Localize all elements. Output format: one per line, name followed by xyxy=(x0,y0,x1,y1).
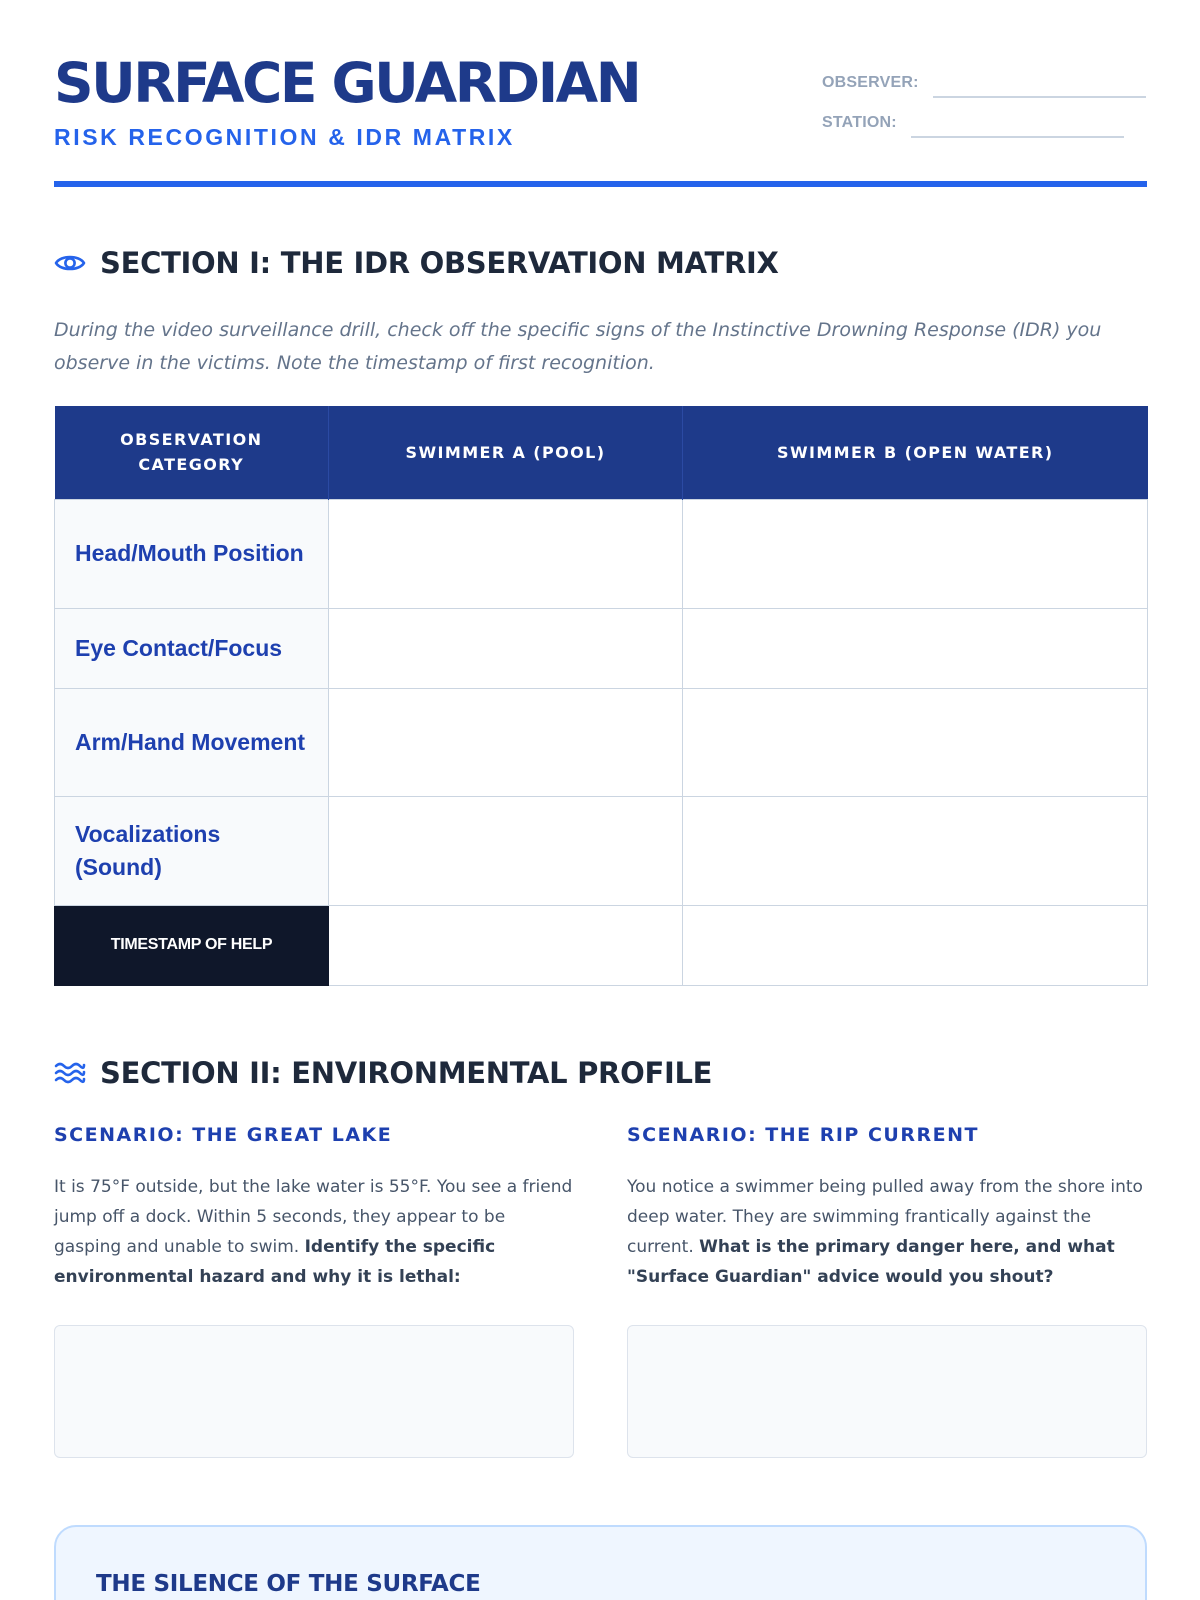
observer-row xyxy=(822,58,1147,98)
column-header: OBSERVATION CATEGORY xyxy=(55,406,329,499)
observer-meta xyxy=(822,58,1147,138)
swimmer-b-timestamp-cell[interactable] xyxy=(683,905,1148,985)
section-1-instructions: During the video surveillance drill, check off the specific signs of the Instinctive Drowning Response (IDR) you observe in the victims. Note the timestamp of first recognition. xyxy=(54,319,1102,374)
rip-current-answer-box[interactable] xyxy=(627,1325,1147,1458)
swimmer-a-cell[interactable] xyxy=(329,608,683,688)
swimmer-b-cell[interactable] xyxy=(683,796,1148,905)
station-field[interactable] xyxy=(911,110,1124,138)
table-row xyxy=(55,688,1148,796)
page-title: SURFACE GUARDIAN xyxy=(54,51,640,115)
worksheet-header xyxy=(54,0,1147,188)
swimmer-a-cell[interactable] xyxy=(329,499,683,608)
section-1-title: SECTION I: THE IDR OBSERVATION MATRIX xyxy=(100,246,779,280)
scenario-description: You notice a swimmer being pulled away from the shore into deep water. They are swimming frantically against the current. xyxy=(627,1177,1143,1257)
station-label: STATION: xyxy=(822,114,897,131)
table-row xyxy=(55,796,1148,905)
row-category: Head/Mouth Position xyxy=(55,499,329,608)
great-lake-answer-box[interactable] xyxy=(54,1325,574,1458)
scenario-title: SCENARIO: THE GREAT LAKE xyxy=(54,1124,393,1146)
timestamp-row xyxy=(55,905,1148,985)
scenario-text xyxy=(54,1172,574,1292)
header-divider xyxy=(54,181,1147,187)
waves-icon xyxy=(54,1057,86,1089)
row-category: Vocalizations (Sound) xyxy=(55,796,329,905)
page-subtitle: RISK RECOGNITION & IDR MATRIX xyxy=(54,124,515,150)
scenario-great-lake xyxy=(54,1124,574,1292)
section-1-heading xyxy=(54,246,779,280)
callout-title: THE SILENCE OF THE SURFACE xyxy=(96,1571,481,1597)
observer-label: OBSERVER: xyxy=(822,74,919,91)
scenario-rip-current xyxy=(627,1124,1147,1292)
idr-observation-table xyxy=(54,406,1148,986)
section-2-title: SECTION II: ENVIRONMENTAL PROFILE xyxy=(100,1056,713,1090)
eye-icon xyxy=(54,247,86,279)
row-category: Arm/Hand Movement xyxy=(55,688,329,796)
column-header: SWIMMER B (OPEN WATER) xyxy=(683,406,1148,499)
column-header: SWIMMER A (POOL) xyxy=(329,406,683,499)
scenario-question: What is the primary danger here, and what "Surface Guardian" advice would you shout? xyxy=(627,1237,1115,1287)
swimmer-b-cell[interactable] xyxy=(683,688,1148,796)
table-row xyxy=(55,608,1148,688)
swimmer-b-cell[interactable] xyxy=(683,608,1148,688)
swimmer-a-cell[interactable] xyxy=(329,796,683,905)
swimmer-a-timestamp-cell[interactable] xyxy=(329,905,683,985)
timestamp-label: TIMESTAMP OF HELP xyxy=(55,905,329,985)
table-row xyxy=(55,499,1148,608)
station-row xyxy=(822,98,1147,138)
worksheet-page xyxy=(54,0,1147,1597)
scenario-title: SCENARIO: THE RIP CURRENT xyxy=(627,1124,979,1146)
observer-field[interactable] xyxy=(933,70,1146,98)
scenario-description: It is 75°F outside, but the lake water is 55°F. You see a friend jump off a dock. Within 5 seconds, they appear to be gasping and unable to swim. xyxy=(54,1177,573,1257)
section-2-heading xyxy=(54,1056,712,1090)
silence-callout xyxy=(54,1525,1147,1600)
swimmer-a-cell[interactable] xyxy=(329,688,683,796)
scenario-question: Identify the specific environmental hazard and why it is lethal: xyxy=(54,1237,496,1287)
row-category: Eye Contact/Focus xyxy=(55,608,329,688)
swimmer-b-cell[interactable] xyxy=(683,499,1148,608)
table-header-row xyxy=(55,406,1148,499)
scenario-text xyxy=(627,1172,1147,1292)
